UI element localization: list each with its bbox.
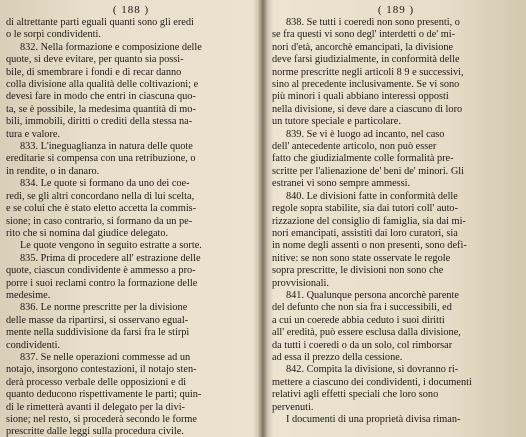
text-line: 835. Prima di procedere all' estrazione delle: [20, 252, 201, 264]
text-line: mettere a ciascuno dei condividenti, i documenti: [272, 376, 472, 388]
text-line: del defunto che non sia fra i successibili, ed: [272, 302, 452, 314]
text-line: 838. Se tutti i coeredi non sono presenti, o: [286, 17, 460, 28]
text-line: da tutti i coeredi o da un solo, col rimborsar: [272, 339, 453, 351]
text-line: 842. Compita la divisione, si dovranno ri-: [286, 364, 459, 376]
text-line: ta, se è possibile, la medesima quantità di mo-: [6, 103, 196, 115]
text-line: all' eredità, può essere esclusa dalla divisione,: [272, 327, 461, 339]
text-line: 837. Se nelle operazioni commesse ad un: [20, 351, 191, 363]
right-page-number: ( 189 ): [377, 4, 415, 16]
text-line: o le sorpi condividenti.: [6, 29, 101, 41]
left-page-number: ( 188 ): [112, 4, 150, 16]
text-line: quote, ciascun condividente è ammesso a pro-: [6, 265, 196, 277]
text-line: a cui un coerede abbia ceduto i suoi diritti: [272, 314, 445, 326]
text-line: nitive: se non sono state osservate le regole: [272, 252, 451, 264]
text-line: I documenti di una proprietà divisa riman-: [286, 414, 461, 425]
text-line: delle masse da ripartirsi, si osservano egual-: [6, 314, 189, 326]
text-line: se fra questi vi sono degl' interdetti o de' mi-: [272, 29, 456, 41]
text-line: porre i suoi reclami contro la formazione delle: [6, 277, 198, 289]
text-line: fatto che giudizialmente colle formalità pre-: [272, 153, 454, 165]
text-line: 832. Nella formazione e composizione delle: [20, 41, 202, 53]
text-line: Le quote vengono in seguito estratte a sorte.: [20, 240, 202, 252]
text-line: deve farsi giudizialmente, in conformità delle: [272, 54, 460, 66]
text-line: pervenuti.: [272, 401, 314, 413]
text-line: mente nella suddivisione da farsi fra le stirpi: [6, 327, 190, 339]
text-line: devesi fare in modo che entri in ciascuna quo-: [6, 91, 196, 103]
text-line: 836. Le norme prescritte per la divisione: [20, 302, 188, 314]
text-line: in nome degli assenti o non presenti, sono defi-: [272, 240, 467, 252]
left-page-text: [6, 17, 256, 437]
text-line: e se colui che è stato eletto accetta la commis-: [6, 203, 197, 215]
text-line: quanto deducono rispettivamente le parti; quin-: [6, 389, 202, 401]
text-line: condividenti.: [6, 339, 61, 351]
text-line: provvisionali.: [272, 277, 329, 289]
text-line: 833. L'ineguaglianza in natura delle quote: [20, 141, 193, 153]
text-line: più minori i quali abbiano interessi opposti: [272, 91, 449, 103]
right-page-text: [272, 17, 520, 426]
text-line: un tutore speciale e particolare.: [272, 116, 401, 128]
text-line: 839. Se vi è luogo ad incanto, nel caso: [286, 128, 445, 140]
text-line: notajo, insorgono contestazioni, il notajo sten-: [6, 364, 197, 376]
text-line: redi, se gli altri concordano nella di lui scelta,: [6, 190, 195, 202]
text-line: medesime.: [6, 289, 51, 301]
text-line: ereditarie si compensa con una retribuzione, o: [6, 153, 196, 165]
text-line: quote, si deve evitare, per quanto sia possi-: [6, 54, 184, 66]
text-line: scritte per l'alienazione de' beni de' minori. Gli: [272, 165, 464, 177]
text-line: sopra prescritte, le divisioni non sono che: [272, 265, 444, 277]
text-line: sione; in caso contrario, si formano da un pe-: [6, 215, 193, 227]
text-line: tura e valore.: [6, 128, 61, 140]
text-line: ad essa il prezzo della cessione.: [272, 351, 403, 363]
text-line: 834. Le quote si formano da uno dei coe-: [20, 178, 190, 190]
text-line: colla divisione alla qualità delle coltivazioni; e: [6, 79, 199, 91]
text-line: in rendite, o in danaro.: [6, 165, 100, 177]
text-line: regole sopra stabilite, sia dai tutori coll' auto-: [272, 203, 459, 215]
text-line: 841. Qualunque persona ancorchè parente: [286, 289, 459, 301]
text-line: nori d'età, ancorchè emancipati, la divisione: [272, 41, 454, 53]
text-line: nella divisione, si deve dare a ciascuno di loro: [272, 103, 463, 115]
text-line: 840. Le divisioni fatte in conformità delle: [286, 190, 458, 202]
right-page: [266, 0, 526, 437]
text-line: bile, di smembrare i fondi e di recar danno: [6, 66, 182, 78]
text-line: derà processo verbale delle opposizioni e di: [6, 376, 187, 388]
text-line: prescritte dalle leggi sulla procedura civile.: [6, 426, 184, 437]
text-line: estranei vi sono sempre ammessi.: [272, 178, 411, 190]
text-line: nori emancipati, assistiti dai loro curatori, sia: [272, 227, 458, 239]
text-line: dell' antecedente articolo, non può esser: [272, 141, 437, 153]
text-line: relativi agli effetti speciali che loro sono: [272, 389, 439, 401]
text-line: rizzazione del consiglio di famiglia, sia dai mi-: [272, 215, 466, 227]
left-page: [0, 0, 262, 437]
text-line: sione; nel resto, si procederà secondo le forme: [6, 414, 197, 425]
text-line: sino al precedente inclusivamente. Se vi sono: [272, 79, 460, 91]
text-line: di altrettante parti eguali quanti sono gli eredi: [6, 17, 194, 28]
text-line: rito che si nomina dal giudice delegato.: [6, 227, 169, 239]
text-line: di le rimetterà avanti il delegato per la divi-: [6, 401, 185, 413]
text-line: norme prescritte negli articoli 8 9 e successivi,: [272, 66, 464, 78]
text-line: bili, immobili, diritti o crediti della stessa na-: [6, 116, 193, 128]
